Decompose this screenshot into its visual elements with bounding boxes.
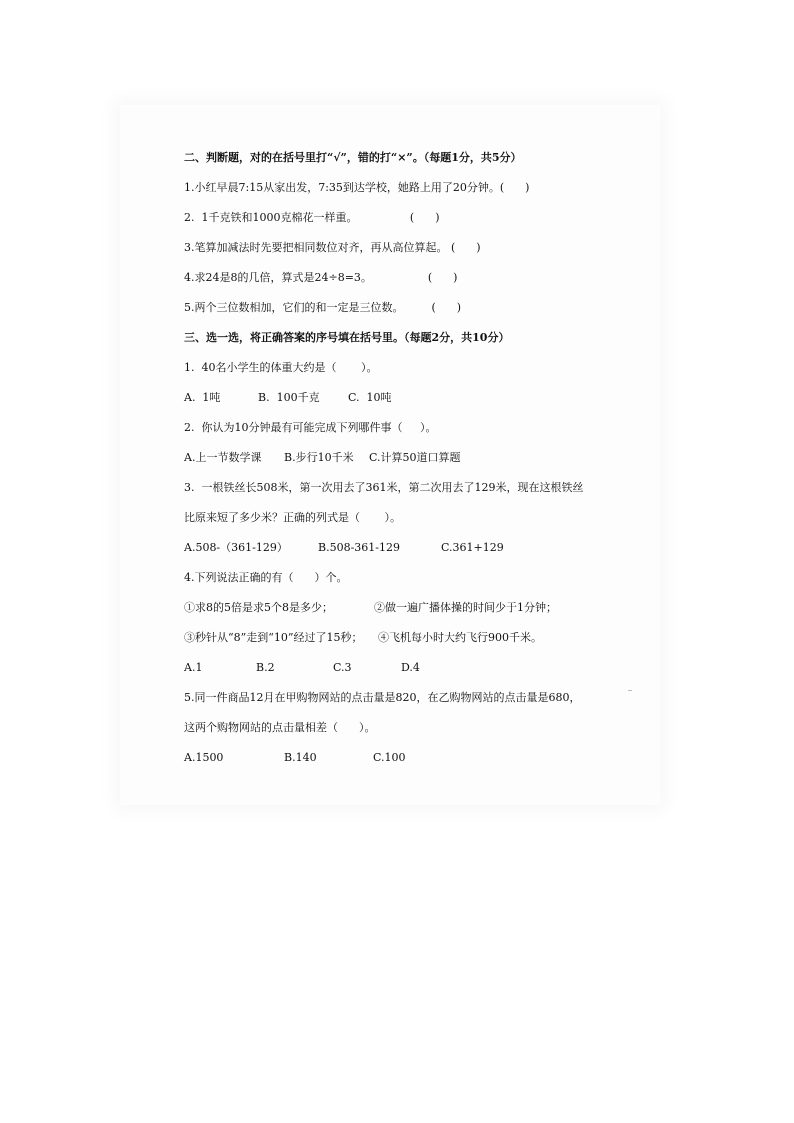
choice-question-2: 2. 你认为10分钟最有可能完成下列哪件事（ ）。	[184, 421, 437, 434]
choice-question-1: 1. 40名小学生的体重大约是（ ）。	[184, 361, 378, 374]
judge-question-1: 1.小红早晨7:15从家出发，7:35到达学校，她路上用了20分钟。( )	[184, 181, 530, 194]
choice-question-4: 4.下列说法正确的有（ ）个。	[184, 571, 348, 584]
choice-q3-option-c: C.361+129	[441, 541, 504, 554]
choice-q5-option-b: B.140	[284, 751, 317, 764]
choice-q3-option-b: B.508-361-129	[318, 541, 401, 554]
choice-q4-statement-4: ④飞机每小时大约飞行900千米。	[378, 631, 542, 644]
choice-q4-statement-3: ③秒针从“8”走到“10”经过了15秒；	[184, 631, 363, 644]
choice-q4-option-d: D.4	[401, 661, 420, 674]
choice-q2-option-c: C.计算50道口算题	[369, 451, 461, 464]
choice-q5-option-a: A.1500	[184, 751, 224, 764]
scan-speck	[628, 690, 632, 691]
judge-question-3: 3.笔算加减法时先要把相同数位对齐，再从高位算起。 ( )	[184, 241, 481, 254]
choice-q4-option-c: C.3	[333, 661, 352, 674]
section-2-title: 二、判断题，对的在括号里打“√”，错的打“×”。（每题1分，共5分）	[184, 151, 522, 164]
choice-q4-statement-2: ②做一遍广播体操的时间少于1分钟；	[374, 601, 557, 614]
choice-q2-option-a: A.上一节数学课	[184, 451, 262, 464]
choice-q1-option-c: C. 10吨	[348, 391, 392, 404]
choice-question-5-line-2: 这两个购物网站的点击量相差（ ）。	[184, 721, 376, 734]
choice-q1-option-a: A. 1吨	[184, 391, 221, 404]
choice-question-3-line-2: 比原来短了多少米？正确的列式是（ ）。	[184, 511, 401, 524]
choice-q4-statement-1: ①求8的5倍是求5个8是多少；	[184, 601, 333, 614]
choice-question-5-line-1: 5.同一件商品12月在甲购物网站的点击量是820，在乙购物网站的点击量是680，	[184, 691, 581, 704]
judge-question-2: 2. 1千克铁和1000克棉花一样重。 ( )	[184, 211, 440, 224]
judge-question-4: 4.求24是8的几倍，算式是24÷8=3。 ( )	[184, 271, 458, 284]
choice-q2-option-b: B.步行10千米	[284, 451, 354, 464]
choice-q1-option-b: B. 100千克	[258, 391, 320, 404]
judge-question-5: 5.两个三位数相加，它们的和一定是三位数。 ( )	[184, 301, 462, 314]
choice-q5-option-c: C.100	[373, 751, 406, 764]
section-3-title: 三、选一选，将正确答案的序号填在括号里。（每题2分，共10分）	[184, 331, 510, 344]
choice-question-3-line-1: 3. 一根铁丝长508米，第一次用去了361米，第二次用去了129米，现在这根铁丝	[184, 481, 584, 494]
choice-q3-option-a: A.508-（361-129）	[184, 541, 288, 554]
choice-q4-option-b: B.2	[256, 661, 275, 674]
choice-q4-option-a: A.1	[184, 661, 203, 674]
